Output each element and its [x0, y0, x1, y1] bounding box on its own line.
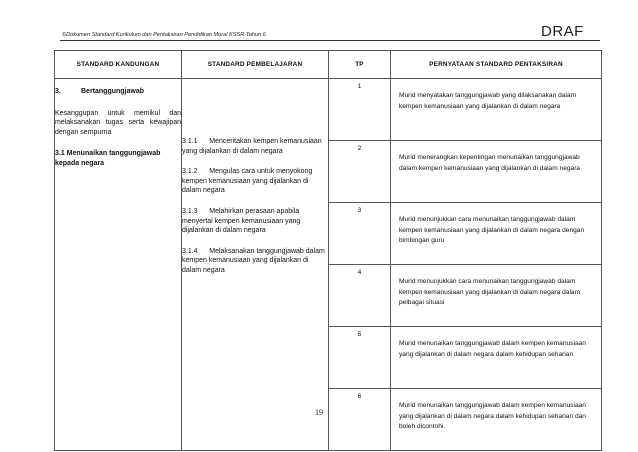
document-title: ©Dokumen Standard Kurikulum dan Pentaksiran Pendidikan Moral KSSR Tahun 6: [62, 32, 266, 38]
pembelajaran-item: 3.1.1 Menceritakan kempen kemanusiaan yang dijalankan di dalam negara: [182, 138, 322, 155]
pembelajaran-item: 3.1.2 Mengulas cara untuk menyokong kempen kemanusiaan yang dijalankan di dalam negara: [182, 168, 313, 195]
header-standard-pembelajaran: STANDARD PEMBELAJARAN: [182, 51, 329, 79]
tp-level: 3: [329, 203, 391, 265]
pernyataan-text: Murid menunjukkan cara menunaikan tanggungjawab dalam kempen kemanusiaan yang dijalankan di dalam negara dengan bimbingan guru: [391, 203, 602, 265]
kandungan-subtopic: 3.1 Menunaikan tanggungjawab kepada negara: [55, 150, 161, 167]
pernyataan-text: Murid menunaikan tanggungjawab dalam kempen kemanusiaan yang dijalankan di dalam negara dalam kehidupan seharian dan boleh dicontohi.: [391, 389, 602, 451]
pernyataan-text: Murid menyatakan tanggungjawab yang dilaksanakan dalam kempen kemanusiaan yang dijalankan di dalam negara: [391, 79, 602, 141]
header-standard-kandungan: STANDARD KANDUNGAN: [55, 51, 182, 79]
kandungan-title: [55, 87, 181, 97]
table-row: [55, 79, 602, 141]
header-tp: TP: [329, 51, 391, 79]
pembelajaran-item: 3.1.3 Melahirkan perasaan apabila menyertai kempen kemanusiaan yang dijalankan di dalam negara: [182, 207, 301, 235]
header-pernyataan: PERNYATAAN STANDARD PENTAKSIRAN: [391, 51, 602, 79]
standard-pembelajaran-cell: [182, 79, 329, 451]
pernyataan-text: Murid menerangkan kepentingan menunaikan tanggungjawab dalam kempen kemanusiaan yang dijalankan di dalam negara: [391, 141, 602, 203]
kandungan-number: 3.: [55, 88, 61, 95]
kandungan-title-text: Bertanggungjawab: [81, 88, 145, 95]
draft-label: DRAF: [541, 23, 584, 40]
table-header-row: [55, 51, 602, 79]
tp-level: 1: [329, 79, 391, 141]
pernyataan-text: Murid menunjukkan cara menunaikan tanggungjawab dalam kempen kemanusiaan yang dijalankan di dalam negara dalam pelbagai situasi: [391, 265, 602, 327]
kandungan-description: Kesanggupan untuk memikul dan melaksanakan tugas serta kewajipan dengan sempurna: [55, 109, 181, 136]
tp-level: 2: [329, 141, 391, 203]
standard-kandungan-cell: [55, 79, 182, 451]
tp-level: 6: [329, 389, 391, 451]
tp-level: 4: [329, 265, 391, 327]
pembelajaran-item: 3.1.4 Melaksanakan tanggungjawab dalam kempen kemanusiaan yang dijalankan di dalam negara: [182, 247, 325, 274]
standards-table: [54, 50, 602, 451]
page-number: 19: [315, 408, 323, 417]
tp-level: 5: [329, 327, 391, 389]
pernyataan-text: Murid menunaikan tanggungjawab dalam kempen kemanusiaan yang dijalankan di dalam negara dalam kehidupan seharian: [391, 327, 602, 389]
header-divider: [60, 40, 600, 41]
